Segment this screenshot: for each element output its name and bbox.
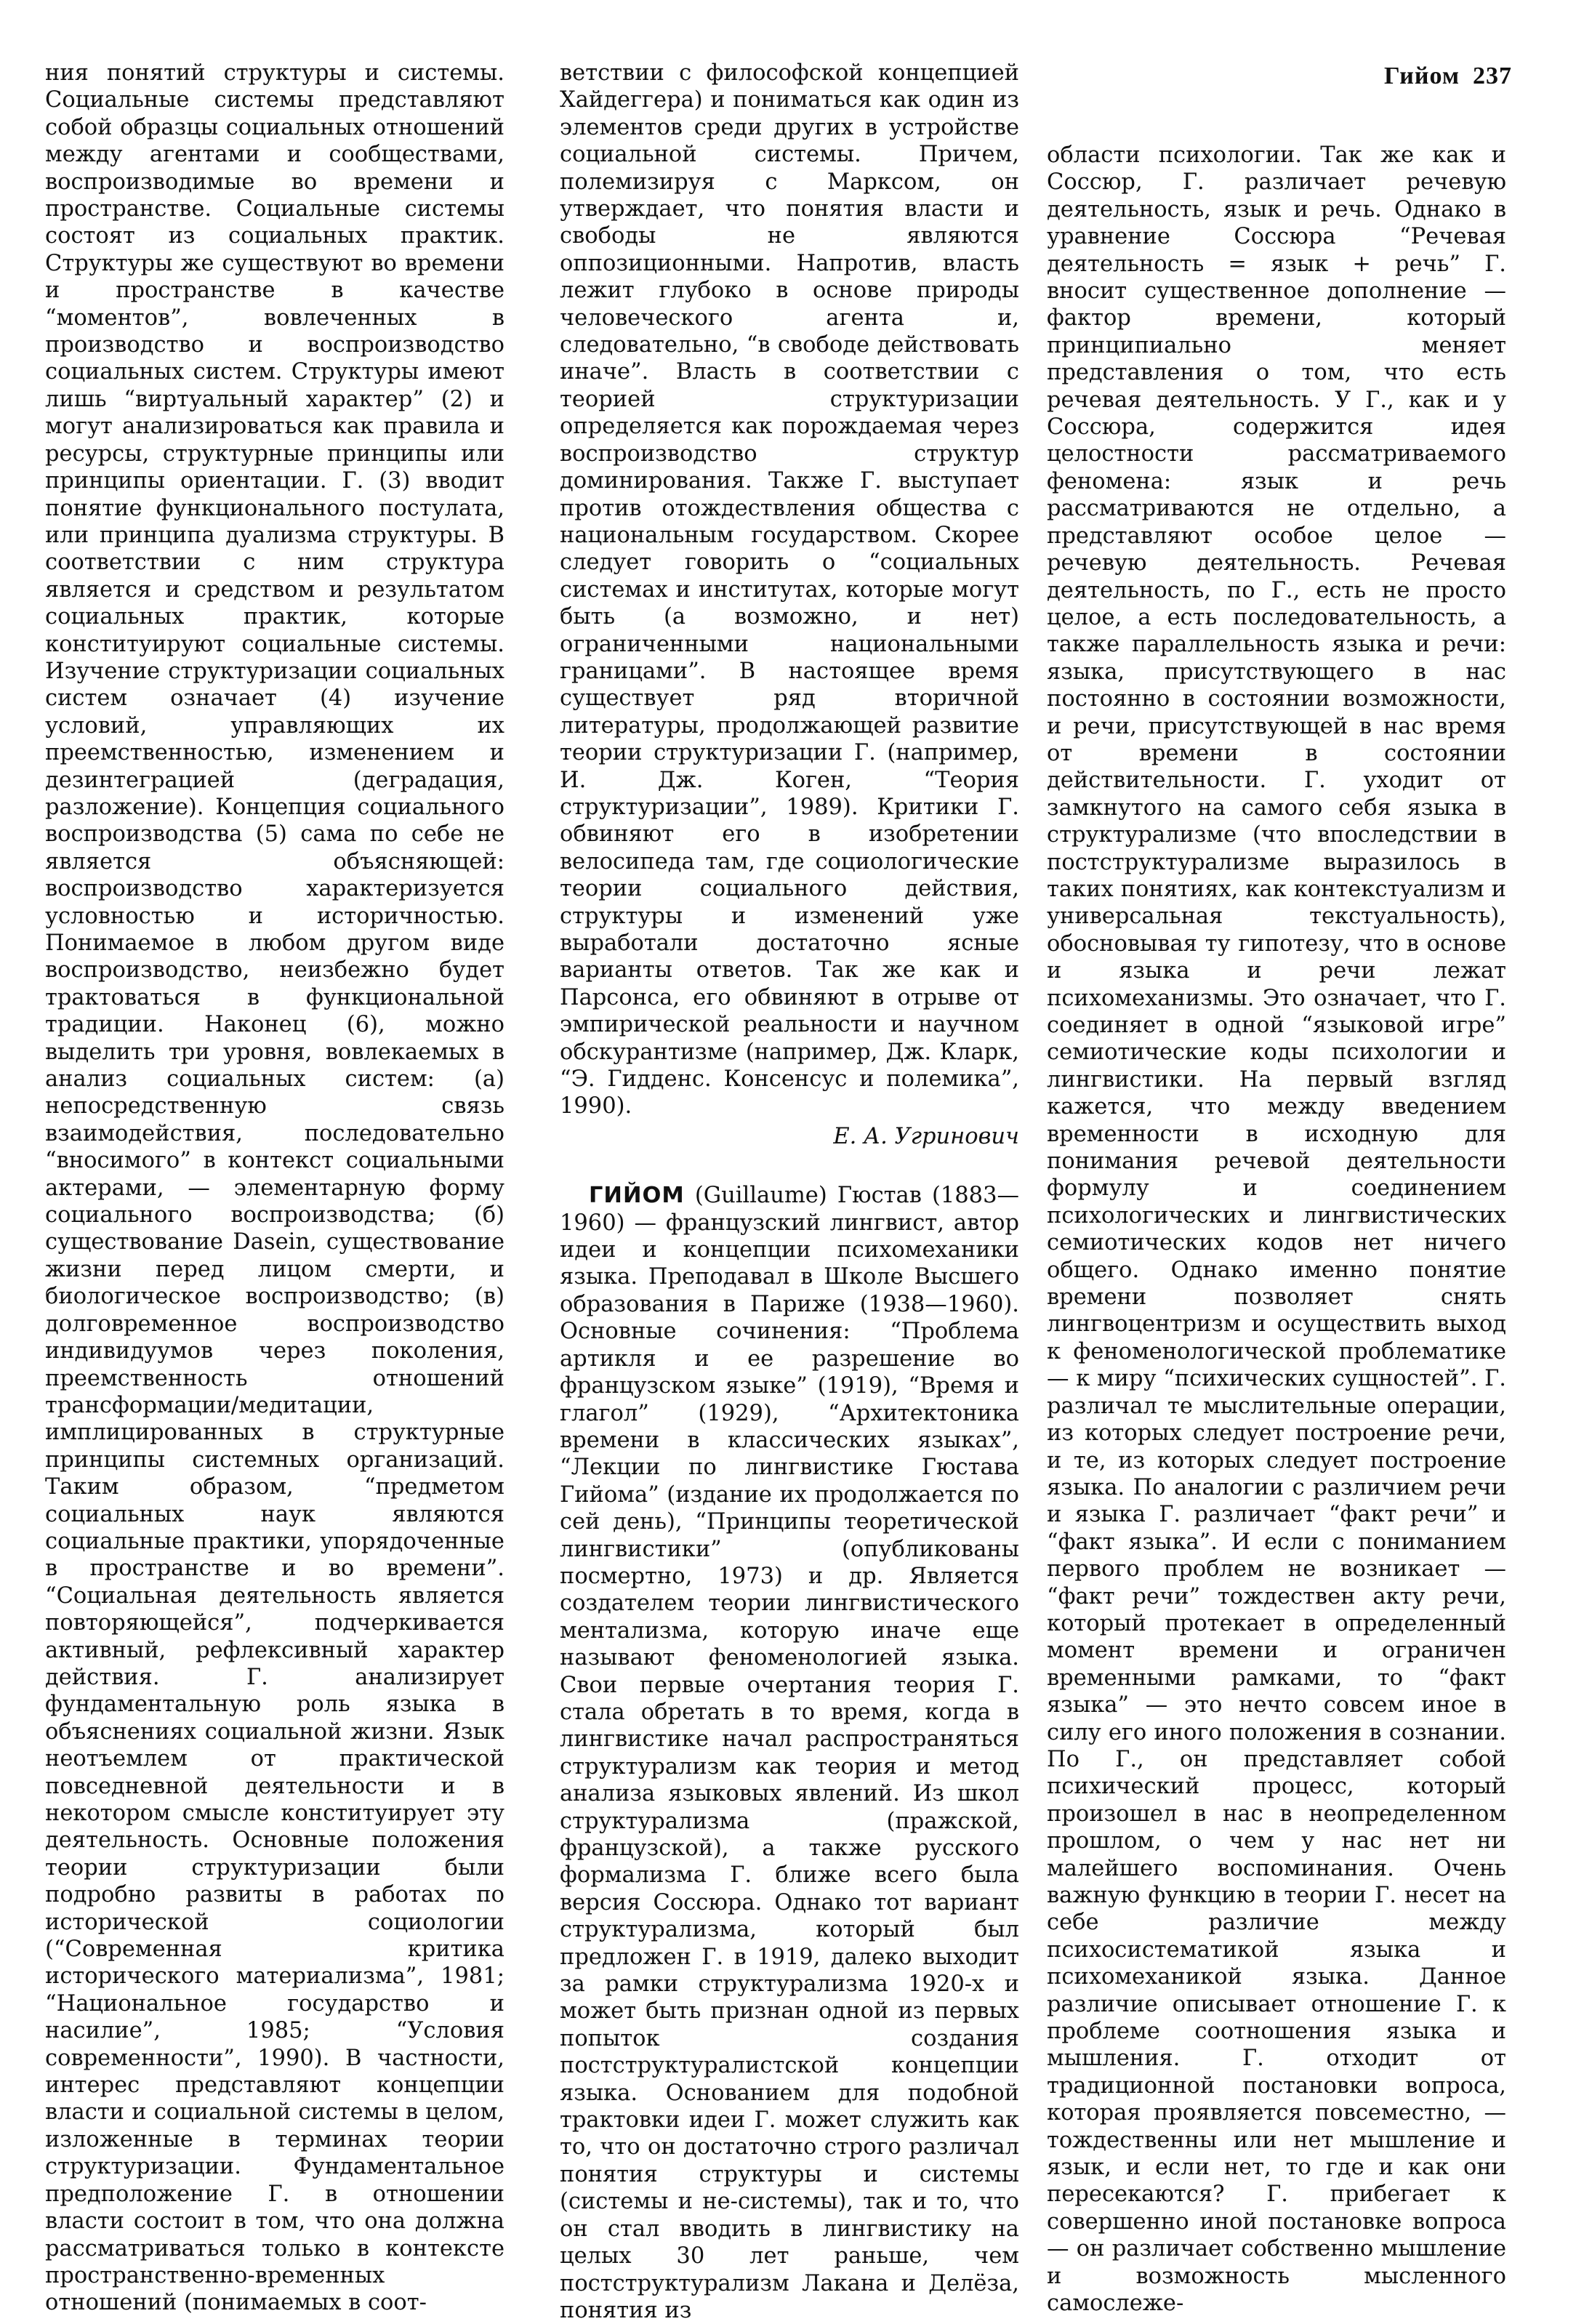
text-column-2 <box>560 60 1019 2324</box>
running-header <box>1384 63 1512 90</box>
entry-text: (Guillaume) Гюстав (1883—1960) — французский лингвист, автор идеи и концепции психомеханики языка. Преподавал в Школе Высшего образования в Париже (1938—1960). Основные сочинения: “Проблема артикля и ее разрешение во французском языке” (1919), “Время и глагол” (1929), “Архитектоника времени в классических языках”, “Лекции по лингвистике Гюстава Гийома” (издание их продолжается по сей день), “Принципы теоретической лингвистики” (опубликованы посмертно, 1973) и др. Является создателем теории лингвистического ментализма, которую иначе еще называют феноменологией языка. Свои первые очертания теория Г. стала обретать в то время, когда в лингвистике начал распространяться структурализм как теория и метод анализа языковых явлений. Из школ структурализма (пражской, французской), а также русского формализма Г. ближе всего была версия Соссюра. Однако тот вариант структурализма, который был предложен Г. в 1919, далеко выходит за рамки структурализма 1920-х и может быть признан одной из первых попыток создания постструктуралистской концепции языка. Основанием для подобной трактовки идеи Г. может служить как то, что он достаточно строго различал понятия структуры и системы (системы и не-системы), так и то, что он стал вводить в лингвистику на целых 30 лет раньше, чем постструктурализм Лакана и Делёза, понятия из <box>560 1183 1019 2323</box>
running-title: Гийом <box>1383 63 1460 89</box>
text-column-1 <box>45 60 504 2317</box>
text-column-3 <box>1047 142 1506 2317</box>
column1-paragraph: ния понятий структуры и системы. Социальные системы представляют собой образцы социальных отношений между агентами и сообществами, воспроизводимые во времени и пространстве. Социальные системы состоят из социальных практик. Структуры же существуют во времени и пространстве в качестве “моментов”, вовлеченных в производство и воспроизводство социальных систем. Структуры имеют лишь “виртуальный характер” (2) и могут анализироваться как правила и ресурсы, структурные принципы или принципы ориентации. Г. (3) вводит понятие функционального постулата, или принципа дуализма структуры. В соответствии с ним структура является и средством и результатом социальных практик, которые конституируют социальные системы. Изучение структуризации социальных систем означает (4) изучение условий, управляющих их преемственностью, изменением и дезинтеграцией (деградация, разложение). Концепция социального воспроизводства (5) сама по себе не является объясняющей: воспроизводство характеризуется условностью и историчностью. Понимаемое в любом другом виде воспроизводство, неизбежно будет трактоваться в функциональной традиции. Наконец (6), можно выделить три уровня, вовлекаемых в анализ социальных систем: (а) непосредственную связь взаимодействия, последовательно “вносимого” в контекст социальными актерами, — элементарную форму социального воспроизводства; (б) существование Dasein, существование жизни перед лицом смерти, и биологическое воспроизводство; (в) долговременное воспроизводство индивидуумов через поколения, преемственность отношений трансформации/медитации, имплицированных в структурные принципы системных организаций. Таким образом, “предметом социальных наук являются социальные практики, упорядоченные в пространстве и во времени”. “Социальная деятельность является повторяющейся”, подчеркивается активный, рефлексивный характер действия. Г. анализирует фундаментальную роль языка в объяснениях социальной жизни. Язык неотъемлем от практической повседневной деятельности и в некотором смысле конституирует эту деятельность. Основные положения теории структуризации были подробно развиты в работах по исторической социологии (“Современная критика исторического материализма”, 1981; “Национальное государство и насилие”, 1985; “Условия современности”, 1990). В частности, интерес представляют концепции власти и социальной системы в целом, изложенные в терминах теории структуризации. Фундаментальное предположение Г. в отношении власти состоит в том, что она должна рассматриваться только в контексте пространственно-временных отношений (понимаемых в соот- <box>45 60 504 2316</box>
column2-paragraph: ветствии с философской концепцией Хайдеггера) и пониматься как один из элементов среди других в устройстве социальной системы. Причем, полемизируя с Марксом, он утверждает, что понятия власти и свободы не являются оппозиционными. Напротив, власть лежит глубоко в основе природы человеческого агента и, следовательно, “в свободе действовать иначе”. Власть в соответствии с теорией структуризации определяется как порождаемая через воспроизводство структур доминирования. Также Г. выступает против отождествления общества с национальным государством. Скорее следует говорить о “социальных системах и институтах, которые могут быть (а возможно, и нет) ограниченными национальными границами”. В настоящее время существует ряд вторичной литературы, продолжающей развитие теории структуризации Г. (например, И. Дж. Коген, “Теория структуризации”, 1989). Критики Г. обвиняют его в изобретении велосипеда там, где социологические теории социального действия, структуры и изменений уже выработали достаточно ясные варианты ответов. Так же как и Парсонса, его обвиняют в отрыве от эмпирической реальности и научном обскурантизме (например, Дж. Кларк, “Э. Гидденс. Консенсус и полемика”, 1990). <box>560 60 1019 1119</box>
page-number: 237 <box>1473 63 1512 89</box>
entry-headword: ГИЙОМ <box>589 1183 685 1209</box>
entry-guillaume <box>560 1182 1019 2324</box>
column3-paragraph: области психологии. Так же как и Соссюр, Г. различает речевую деятельность, язык и речь. Однако в уравнение Соссюра “Речевая деятельность = язык + речь” Г. вносит существенное дополнение — фактор времени, который принципиально меняет представления о том, что есть речевая деятельность. У Г., как и у Соссюра, содержится идея целостности рассматриваемого феномена: язык и речь рассматриваются не отдельно, а представляют особое целое — речевую деятельность. Речевая деятельность, по Г., есть не просто целое, а есть последовательность, а также параллельность языка и речи: языка, присутствующего в нас постоянно в состоянии возможности, и речи, присутствующей в нас время от времени в состоянии действительности. Г. уходит от замкнутого на самого себя языка в структурализме (что впоследствии в постструктурализме выразилось в таких понятиях, как контекстуализм и универсальная текстуальность), обосновывая ту гипотезу, что в основе и языка и речи лежат психомеханизмы. Это означает, что Г. соединяет в одной “языковой игре” семиотические коды психологии и лингвистики. На первый взгляд кажется, что между введением временности в исходную для понимания речевой деятельности формулу и соединением психологических и лингвистических семиотических кодов нет ничего общего. Однако именно понятие времени позволяет снять лингвоцентризм и осуществить выход к феноменологической проблематике — к миру “психических сущностей”. Г. различал те мыслительные операции, из которых следует построение речи, и те, из которых следует построение языка. По аналогии с различием речи и языка Г. различает “факт речи” и “факт языка”. И если с пониманием первого проблем не возникает — “факт речи” тождествен акту речи, который протекает в определенный момент времени и ограничен временными рамками, то “факт языка” — это нечто совсем иное в силу его иного положения в сознании. По Г., он представляет собой психический процесс, который произошел в нас в неопределенном прошлом, о чем у нас нет ни малейшего воспоминания. Очень важную функцию в теории Г. несет на себе различие между психосистематикой языка и психомеханикой языка. Данное различие описывает отношение Г. к проблеме соотношения языка и мышления. Г. отходит от традиционной постановки вопроса, которая проявляется повсеместно, — тождественны или нет мышление и язык, и если нет, то где и как они пересекаются? Г. прибегает к совершенно иной постановке вопроса — он различает собственно мышление и возможность мысленного самослеже- <box>1047 142 1506 2317</box>
article-author: Е. А. Угринович <box>833 1123 1019 1149</box>
